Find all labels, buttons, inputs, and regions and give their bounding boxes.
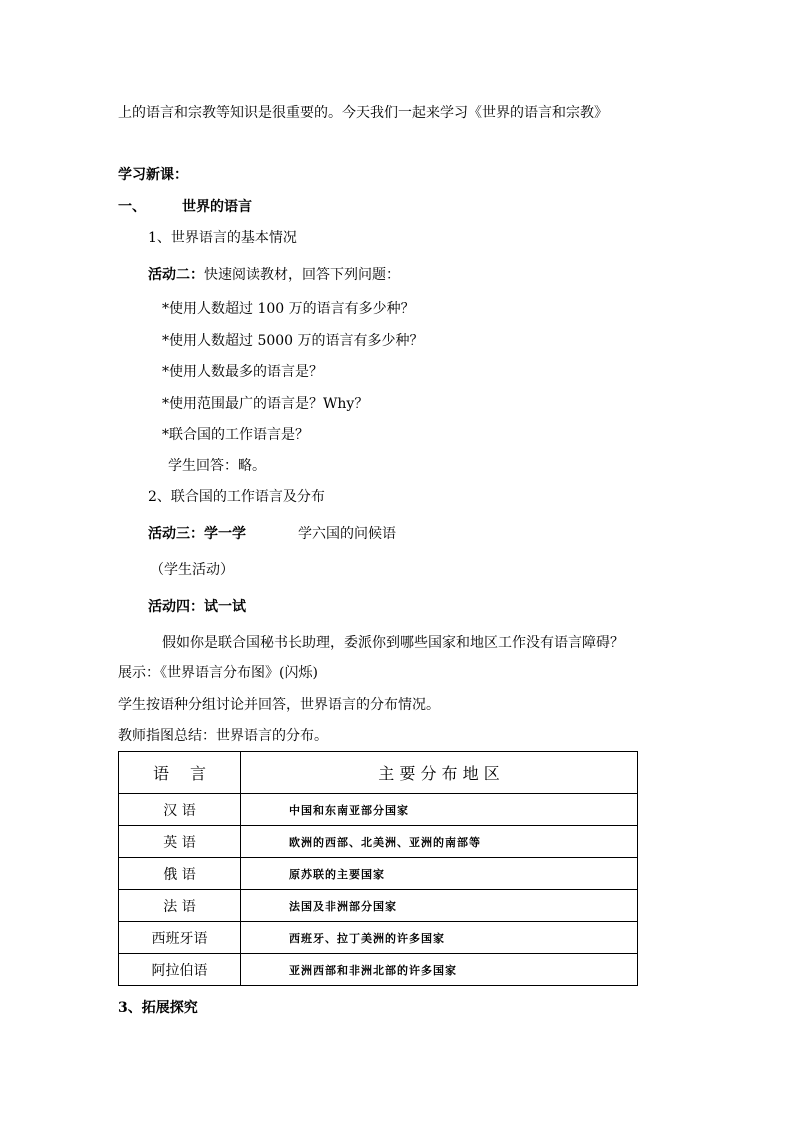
section-1-title: 世界的语言 [182, 199, 252, 215]
region-cell: 欧洲的西部、北美洲、亚洲的南部等 [241, 826, 638, 858]
intro-line: 上的语言和宗教等知识是很重要的。今天我们一起来学习《世界的语言和宗教》 [118, 105, 608, 121]
student-answer: 学生回答：略。 [168, 458, 266, 474]
table-row [119, 922, 638, 954]
question-1: *使用人数超过 100 万的语言有多少种？ [162, 301, 415, 317]
header-language: 语 言 [119, 752, 241, 794]
language-cell: 俄 语 [119, 858, 241, 890]
language-distribution-table [118, 751, 638, 986]
table-row [119, 858, 638, 890]
table-header-row [119, 752, 638, 794]
region-cell: 原苏联的主要国家 [241, 858, 638, 890]
language-cell: 法 语 [119, 890, 241, 922]
region-cell: 法国及非洲部分国家 [241, 890, 638, 922]
activity-2 [148, 266, 400, 284]
table-row [119, 826, 638, 858]
language-cell: 汉 语 [119, 794, 241, 826]
activity-3-text: 学六国的问候语 [298, 526, 396, 542]
question-4: *使用范围最广的语言是？Why？ [162, 396, 369, 412]
activity-4-label: 活动四：试一试 [148, 599, 246, 615]
activity-2-label: 活动二： [148, 267, 204, 283]
discussion-line: 学生按语种分组讨论并回答，世界语言的分布情况。 [118, 697, 440, 713]
language-cell: 西班牙语 [119, 922, 241, 954]
language-cell: 英 语 [119, 826, 241, 858]
question-2: *使用人数超过 5000 万的语言有多少种？ [162, 333, 424, 349]
subsection-1: 1、世界语言的基本情况 [148, 230, 297, 246]
show-line: 展示：《世界语言分布图》(闪烁) [118, 665, 318, 681]
header-region: 主 要 分 布 地 区 [241, 752, 638, 794]
subsection-3: 3、拓展探究 [118, 1000, 198, 1016]
region-cell: 亚洲西部和非洲北部的许多国家 [241, 954, 638, 986]
question-3: *使用人数最多的语言是？ [162, 364, 323, 380]
question-5: *联合国的工作语言是？ [162, 427, 309, 443]
activity-3-label: 活动三：学一学 [148, 526, 246, 542]
heading-new-lesson: 学习新课： [118, 167, 188, 183]
section-1-number: 一、 [118, 199, 146, 215]
student-activity: （学生活动） [150, 562, 234, 578]
language-cell: 阿拉伯语 [119, 954, 241, 986]
table-row [119, 954, 638, 986]
summary-line: 教师指图总结：世界语言的分布。 [118, 728, 328, 744]
activity-2-text: 快速阅读教材，回答下列问题： [204, 267, 400, 283]
section-1-heading [118, 198, 252, 216]
region-cell: 中国和东南亚部分国家 [241, 794, 638, 826]
subsection-2: 2、联合国的工作语言及分布 [148, 489, 325, 505]
table-row [119, 794, 638, 826]
scenario-question: 假如你是联合国秘书长助理，委派你到哪些国家和地区工作没有语言障碍？ [162, 635, 624, 651]
table-row [119, 890, 638, 922]
activity-3 [148, 525, 396, 543]
region-cell: 西班牙、拉丁美洲的许多国家 [241, 922, 638, 954]
